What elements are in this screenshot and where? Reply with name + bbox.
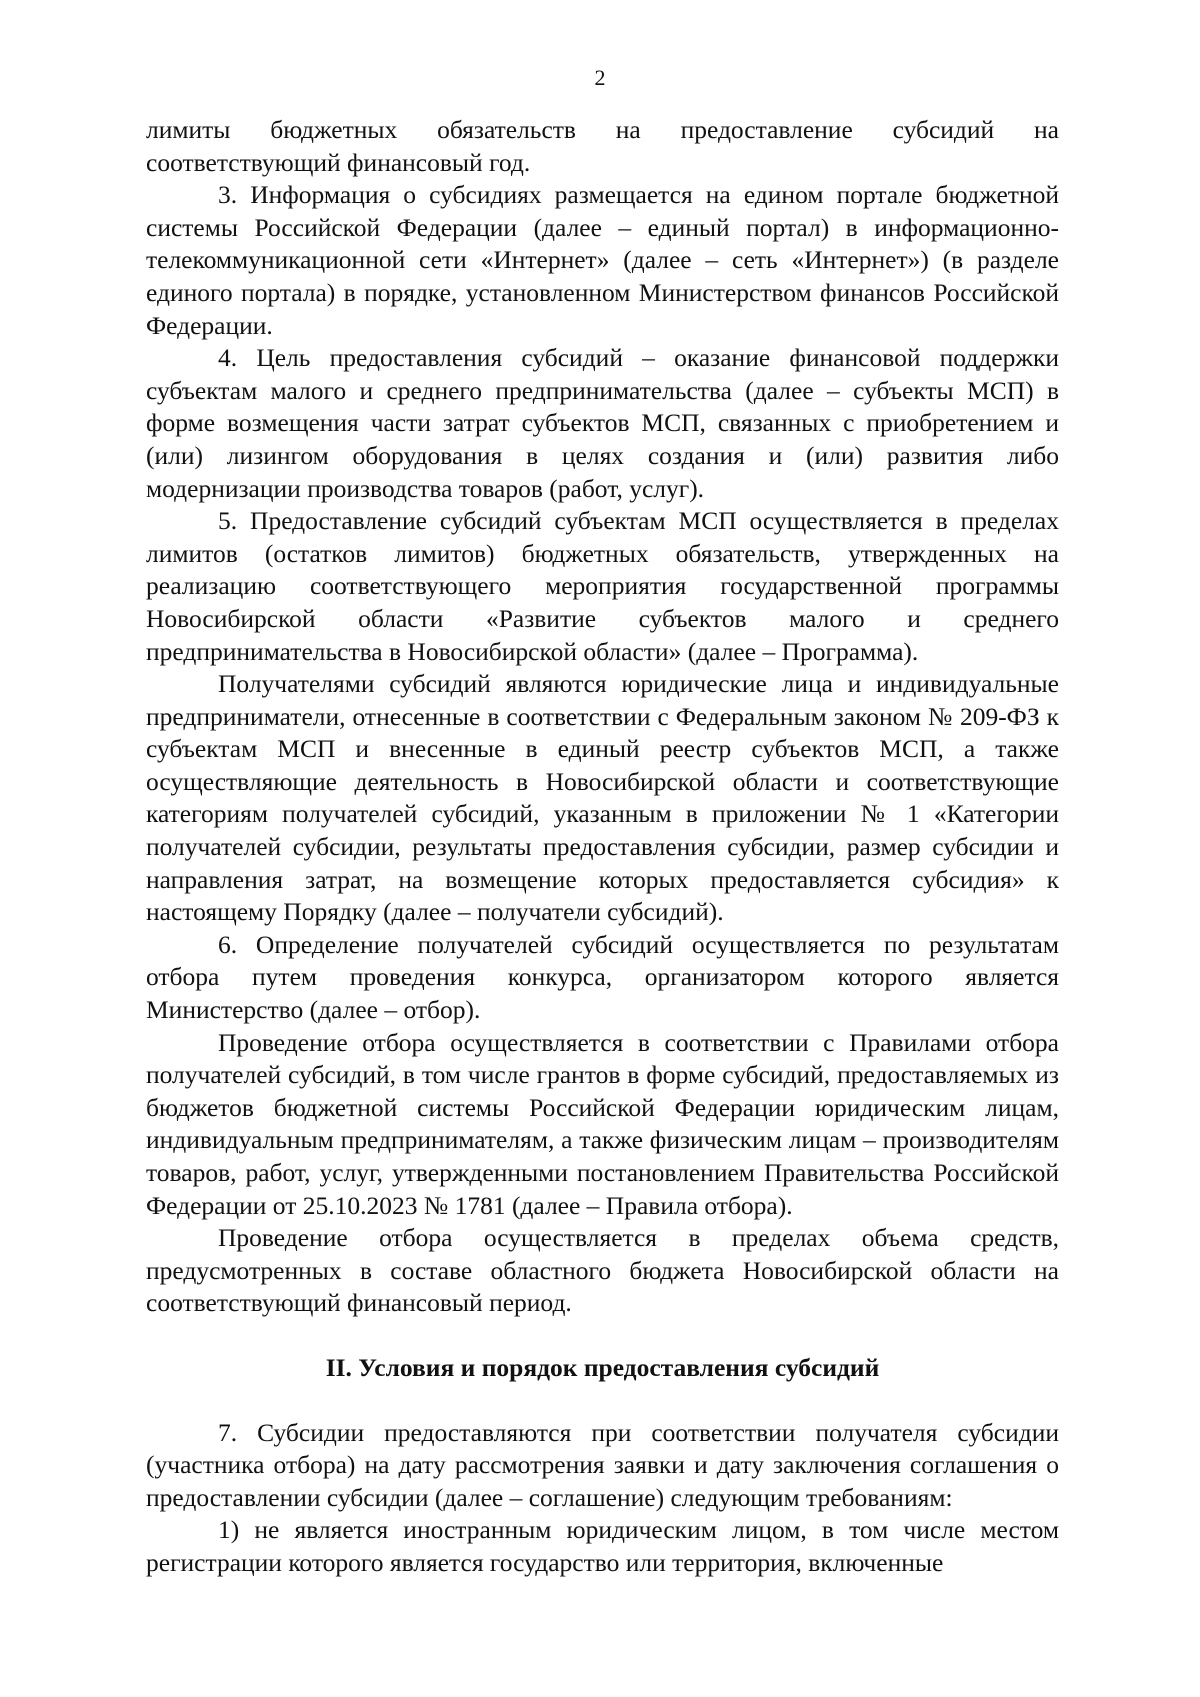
document-body [146,114,1059,1580]
paragraph: 1) не является иностранным юридическим лицом, в том числе местом регистрации которого является государство или территория, включенные [146,1515,1059,1577]
paragraph: лимиты бюджетных обязательств на предоставление субсидий на соответствующий финансовый год. [146,115,1059,177]
page-number: 2 [594,65,606,90]
section-heading: II. Условия и порядок предоставления субсидий [325,1352,880,1382]
paragraph: Проведение отбора осуществляется в соответствии с Правилами отбора получателей субсидий, в том числе грантов в форме субсидий, предоставляемых из бюджетов бюджетной системы Российской Федерации юридическим лицам, индивидуальным предпринимателям, а также физическим лицам – производителям товаров, работ, услуг, утвержденными постановлением Правительства Российской Федерации от 25.10.2023 № 1781 (далее – Правила отбора). [146,1027,1059,1220]
paragraph: 4. Цель предоставления субсидий – оказание финансовой поддержки субъектам малого и среднего предпринимательства (далее – субъекты МСП) в форме возмещения части затрат субъектов МСП, связанных с приобретением и (или) лизингом оборудования в целях создания и (или) развития либо модернизации производства товаров (работ, услуг). [146,343,1059,503]
paragraph: Получателями субсидий являются юридические лица и индивидуальные предприниматели, отнесенные в соответствии с Федеральным законом № 209-ФЗ к субъектам МСП и внесенные в единый реестр субъектов МСП, а также осуществляющие деятельность в Новосибирской области и соответствующие категориям получателей субсидий, указанным в приложении № 1 «Категории получателей субсидии, результаты предоставления субсидии, размер субсидии и направления затрат, на возмещение которых предоставляется субсидия» к настоящему Порядку (далее – получатели субсидий). [146,669,1059,927]
paragraph: 6. Определение получателей субсидий осуществляется по результатам отбора путем проведения конкурса, организатором которого является Министерство (далее – отбор). [146,929,1059,1025]
paragraph: 3. Информация о субсидиях размещается на едином портале бюджетной системы Российской Федерации (далее – единый портал) в информационно-телекоммуникационной сети «Интернет» (далее – сеть «Интернет») (в разделе единого портала) в порядке, установленном Министерством финансов Российской Федерации. [146,180,1059,340]
paragraph: Проведение отбора осуществляется в пределах объема средств, предусмотренных в составе областного бюджета Новосибирской области на соответствующий финансовый период. [146,1223,1059,1318]
paragraph: 7. Субсидии предоставляются при соответствии получателя субсидии (участника отбора) на дату рассмотрения заявки и дату заключения соглашения о предоставлении субсидии (далее – соглашение) следующим требованиям: [146,1417,1059,1512]
paragraph: 5. Предоставление субсидий субъектам МСП осуществляется в пределах лимитов (остатков лимитов) бюджетных обязательств, утвержденных на реализацию соответствующего мероприятия государственной программы Новосибирской области «Развитие субъектов малого и среднего предпринимательства в Новосибирской области» (далее – Программа). [146,506,1059,666]
